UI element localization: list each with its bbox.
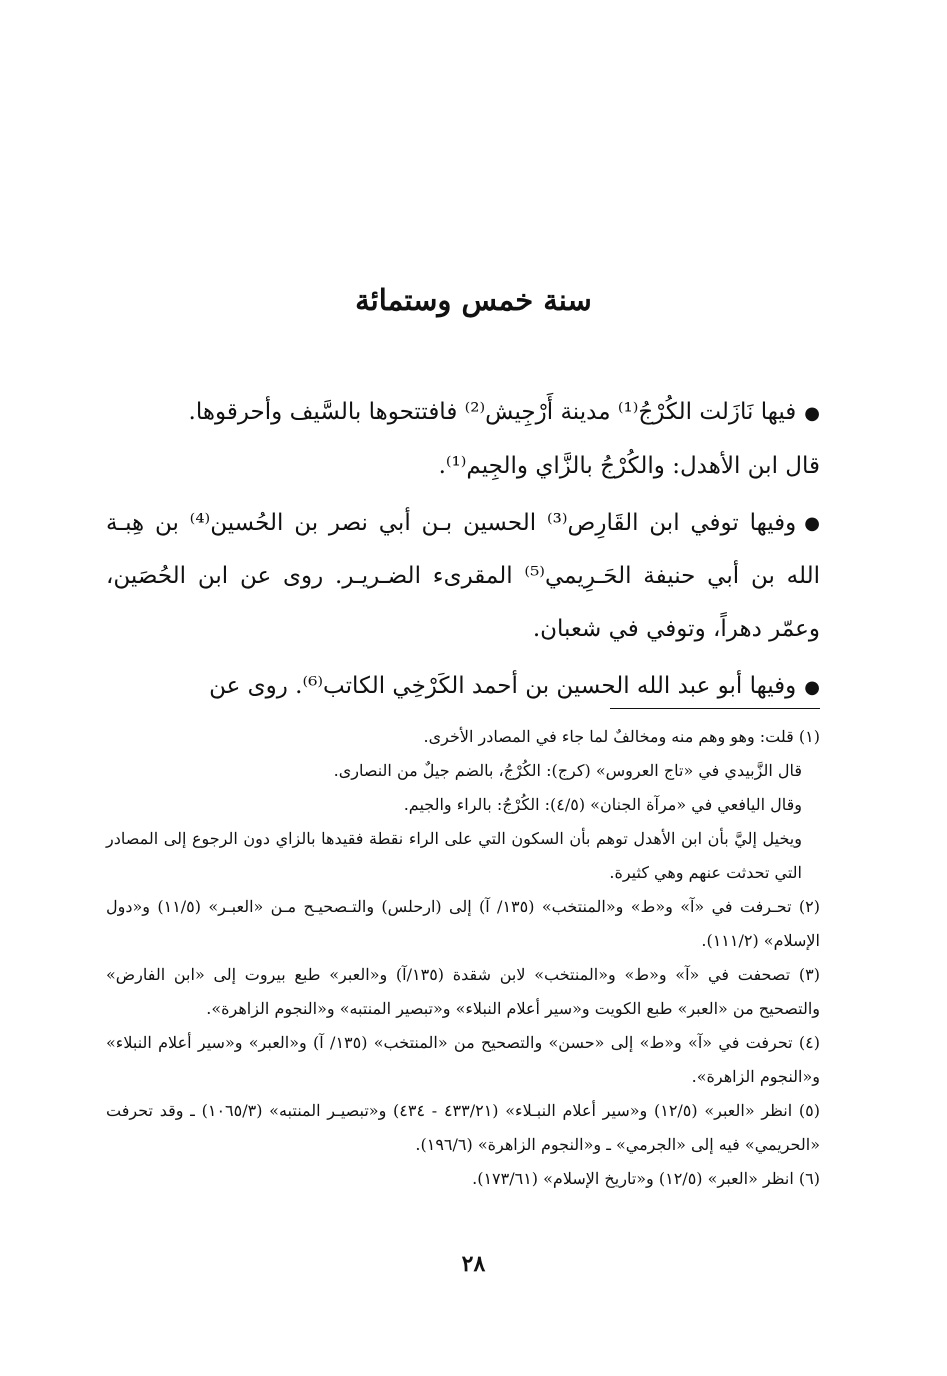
bullet-icon: ● bbox=[804, 513, 820, 534]
paragraph-1-continuation: قال ابن الأهدل: والكُرْجُ بالزَّاي والجِيم⁽¹⁾. bbox=[438, 452, 820, 479]
page-number: ٢٨ bbox=[461, 1251, 486, 1277]
footnotes-section bbox=[106, 720, 820, 1196]
paragraph-2 bbox=[106, 497, 820, 657]
paragraph-1-text: فيها نَازَلت الكُرْجُ⁽¹⁾ مدينة أَرْجِيش⁽²⁾ فافتتحوها بالسَّيف وأحرقوها. bbox=[188, 399, 797, 425]
footnote-separator bbox=[610, 708, 820, 709]
paragraph-3-text: وفيها أبو عبد الله الحسين بن أحمد الكَرْخِي الكاتب⁽⁶⁾. روى عن bbox=[209, 673, 797, 699]
page-title: سنة خمس وستمائة bbox=[355, 283, 592, 317]
footnote-5: (٥) انظر «العبر» (١٢/٥) و«سير أعلام النبـلاء» (٤٣٣/٢١ - ٤٣٤) و«تبصيـر المنتبه» (١٠٦٥/٣) ـ وقد تحرفت «الحريمي» فيه إلى «الجرمي» ـ و«النجوم الزاهرة» (١٩٦/٦). bbox=[106, 1101, 821, 1154]
footnote-2: (٢) تحـرفت في «آ» و«ط» و«المنتخب» (١٣٥/ آ) إلى (ارحلس) والتـصحيـح مـن «العبـر» (١١/٥) و«دول الإسلام» (١١١/٢). bbox=[106, 897, 821, 950]
footnote-1-line-1: (١) قلت: وهو وهم منه ومخالفٌ لما جاء في المصادر الأخرى. bbox=[423, 727, 820, 746]
footnote-1-line-4: ويخيل إليَّ بأن ابن الأهدل توهم بأن السكون التي على الراء نقطة فقيدها بالزاي دون الرجوع إلى المصادر التي تحدثت عنهم وهي كثيرة. bbox=[106, 829, 802, 882]
main-text-body bbox=[106, 386, 820, 718]
bullet-icon: ● bbox=[804, 676, 820, 698]
footnote-3: (٣) تصحفت في «آ» و«ط» و«المنتخب» لابن شقدة (١٣٥/آ) و«العبر» طبع بيروت إلى «ابن الفارض» والتصحيح من «العبر» طبع الكويت و«سير أعلام النبلاء» و«تبصير المنتبه» و«النجوم الزاهرة». bbox=[106, 965, 820, 1018]
footnote-1-line-2: قال الزَّبيدي في «تاج العروس» (كرج): الكُرْجُ، بالضم جيلٌ من النصارى. bbox=[333, 761, 802, 780]
paragraph-3 bbox=[106, 660, 820, 714]
footnote-6: (٦) انظر «العبر» (١٢/٥) و«تاريخ الإسلام» (١٧٣/٦١). bbox=[472, 1169, 820, 1188]
paragraph-2-text: وفيها توفي ابن القَارِص⁽³⁾ الحسين بـن أبي نصر بن الحُسين⁽⁴⁾ بن هِبـة الله بن أبي حنيفة الحَـرِيمي⁽⁵⁾ المقرىء الضـريـر. روى عن ابن الحُصَين، وعمّر دهراً، وتوفي في شعبان. bbox=[106, 509, 820, 642]
paragraph-1 bbox=[106, 386, 820, 493]
footnote-4: (٤) تحرفت في «آ» و«ط» إلى «حسن» والتصحيح من «المنتخب» (١٣٥/ آ) و«العبر» و«سير أعلام النبلاء» و«النجوم الزاهرة». bbox=[106, 1033, 821, 1086]
bullet-icon: ● bbox=[804, 402, 820, 424]
footnote-1-line-3: وقال اليافعي في «مرآة الجنان» (٤/٥): الكُرْجُ: بالراء والجيم. bbox=[403, 795, 802, 814]
